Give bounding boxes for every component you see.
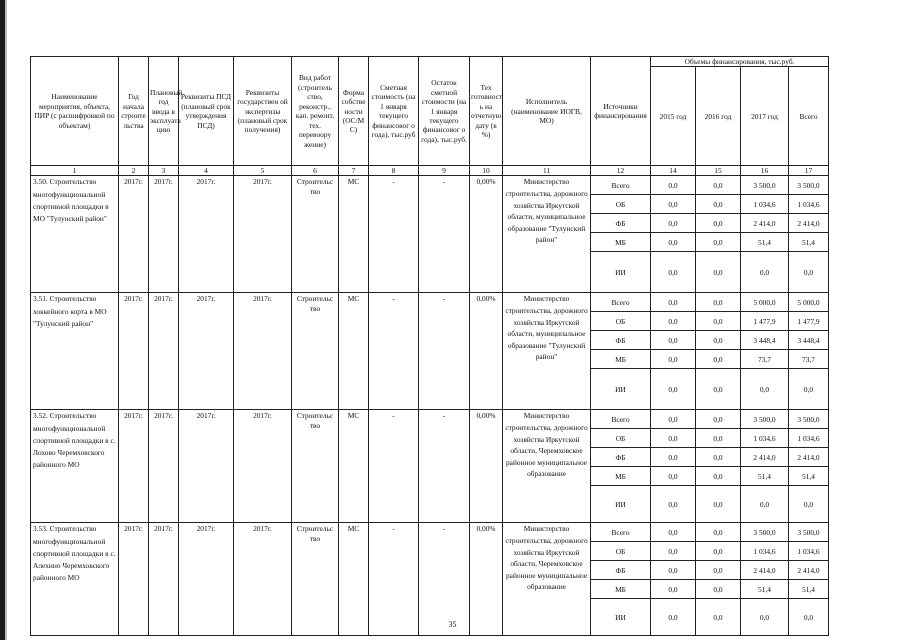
executor: Министерство строительства, дорожного хозяйства Иркутской области, муниципальное образование "Тулунский район" (503, 176, 591, 293)
estimated-cost: - (369, 523, 419, 636)
commission-year: 2017г. (149, 410, 179, 523)
value-2015: 0,0 (651, 331, 696, 350)
value-total: 0,0 (789, 599, 829, 636)
value-2015: 0,0 (651, 580, 696, 599)
readiness: 0,00% (470, 410, 503, 523)
funding-source: ОБ (591, 542, 651, 561)
value-2017: 1 034,6 (741, 429, 789, 448)
executor: Министерство строительства, дорожного хозяйства Иркутской области, Черемховское районное муниципальное образование (503, 523, 591, 636)
page-number: 35 (448, 620, 457, 629)
value-total: 2 414,0 (789, 214, 829, 233)
header-psd: Реквизиты ПСД (плановый срок утверждения ПСД) (179, 57, 234, 166)
value-2015: 0,0 (651, 410, 696, 429)
column-numbers-row (31, 166, 829, 176)
value-2015: 0,0 (651, 293, 696, 312)
readiness: 0,00% (470, 523, 503, 636)
funding-source: ОБ (591, 312, 651, 331)
funding-source: ФБ (591, 561, 651, 580)
funding-source: ОБ (591, 429, 651, 448)
estimated-cost: - (369, 293, 419, 410)
value-total: 73,7 (789, 350, 829, 369)
value-2016: 0,0 (696, 214, 741, 233)
value-2017: 51,4 (741, 233, 789, 252)
value-2016: 0,0 (696, 176, 741, 195)
header-executor: Исполнитель (наименование ИОГВ, МО) (503, 57, 591, 166)
value-total: 3 500,0 (789, 176, 829, 195)
col-number: 8 (369, 166, 419, 176)
value-2015: 0,0 (651, 448, 696, 467)
value-2016: 0,0 (696, 486, 741, 523)
value-2017: 3 500,0 (741, 176, 789, 195)
table-row (31, 410, 829, 429)
value-total: 1 034,6 (789, 429, 829, 448)
header-funding-source: Источники финансирования (591, 57, 651, 166)
value-2017: 3 500,0 (741, 523, 789, 542)
value-total: 1 034,6 (789, 542, 829, 561)
commission-year: 2017г. (149, 293, 179, 410)
value-2017: 73,7 (741, 350, 789, 369)
value-2017: 51,4 (741, 467, 789, 486)
value-2016: 0,0 (696, 252, 741, 293)
col-number: 3 (149, 166, 179, 176)
col-number: 7 (339, 166, 369, 176)
expertise-date: 2017г. (234, 293, 292, 410)
value-2016: 0,0 (696, 542, 741, 561)
col-number: 11 (503, 166, 591, 176)
value-total: 1 034,6 (789, 195, 829, 214)
value-2016: 0,0 (696, 561, 741, 580)
value-total: 0,0 (789, 369, 829, 410)
value-2017: 0,0 (741, 486, 789, 523)
value-total: 3 500,0 (789, 523, 829, 542)
value-2016: 0,0 (696, 312, 741, 331)
start-year: 2017г. (119, 293, 149, 410)
col-number: 14 (651, 166, 696, 176)
work-type: Строительс тво (292, 410, 339, 523)
value-total: 3 448,4 (789, 331, 829, 350)
funding-source: ИИ (591, 252, 651, 293)
item-3-50 (31, 176, 829, 293)
object-name: 3.53. Строительство многофункциональной спортивной площадки в с. Алехино Черемховского районного МО (31, 523, 119, 636)
value-total: 51,4 (789, 467, 829, 486)
value-total: 2 414,0 (789, 448, 829, 467)
header-expertise: Реквизиты государствен ой экспертизы (плановый срок получения) (234, 57, 292, 166)
item-3-52 (31, 410, 829, 523)
remaining-cost: - (419, 523, 470, 636)
item-3-51 (31, 293, 829, 410)
value-2017: 1 034,6 (741, 195, 789, 214)
start-year: 2017г. (119, 176, 149, 293)
col-number: 17 (789, 166, 829, 176)
value-2016: 0,0 (696, 293, 741, 312)
work-type: Строительс тво (292, 176, 339, 293)
header-year-2017: 2017 год (741, 67, 789, 166)
value-2017: 1 034,6 (741, 542, 789, 561)
work-type: Строительс тво (292, 293, 339, 410)
ownership: МС (339, 410, 369, 523)
header-remaining-cost: Остаток сметной стоимости (на 1 января текущего финансовог о года), тыс.руб. (419, 57, 470, 166)
commission-year: 2017г. (149, 523, 179, 636)
value-2016: 0,0 (696, 410, 741, 429)
readiness: 0,00% (470, 293, 503, 410)
value-2017: 5 000,0 (741, 293, 789, 312)
expertise-date: 2017г. (234, 523, 292, 636)
ownership: МС (339, 293, 369, 410)
value-total: 5 000,0 (789, 293, 829, 312)
remaining-cost: - (419, 293, 470, 410)
table-row (31, 293, 829, 312)
header-year-2015: 2015 год (651, 67, 696, 166)
funding-source: ИИ (591, 369, 651, 410)
expertise-date: 2017г. (234, 176, 292, 293)
value-2015: 0,0 (651, 252, 696, 293)
col-number: 9 (419, 166, 470, 176)
header-work-type: Вид работ (строитель ство, реконстр., кап. ремонт, тех. перевоору жение) (292, 57, 339, 166)
value-2015: 0,0 (651, 429, 696, 448)
executor: Министерство строительства, дорожного хозяйства Иркутской области, Черемховское районное муниципальное образование (503, 410, 591, 523)
object-name: 3.52. Строительство многофункциональной спортивной площадки в с. Лохово Черемховского районного МО (31, 410, 119, 523)
value-2015: 0,0 (651, 195, 696, 214)
psd-date: 2017г. (179, 410, 234, 523)
funding-source: ФБ (591, 214, 651, 233)
value-2016: 0,0 (696, 448, 741, 467)
value-2015: 0,0 (651, 350, 696, 369)
remaining-cost: - (419, 176, 470, 293)
financing-table (30, 56, 829, 636)
start-year: 2017г. (119, 523, 149, 636)
value-2016: 0,0 (696, 233, 741, 252)
value-total: 0,0 (789, 252, 829, 293)
header-total: Всего (789, 67, 829, 166)
value-2016: 0,0 (696, 580, 741, 599)
value-2015: 0,0 (651, 312, 696, 331)
value-2017: 0,0 (741, 252, 789, 293)
funding-source: ФБ (591, 448, 651, 467)
readiness: 0,00% (470, 176, 503, 293)
value-2017: 3 500,0 (741, 410, 789, 429)
funding-source: МБ (591, 350, 651, 369)
col-number: 1 (31, 166, 119, 176)
value-2017: 3 448,4 (741, 331, 789, 350)
value-2015: 0,0 (651, 542, 696, 561)
funding-source: ИИ (591, 599, 651, 636)
object-name: 3.50. Строительство многофункциональной спортивной площадки в МО "Тулунский район" (31, 176, 119, 293)
psd-date: 2017г. (179, 176, 234, 293)
value-2015: 0,0 (651, 176, 696, 195)
value-2015: 0,0 (651, 369, 696, 410)
value-2016: 0,0 (696, 523, 741, 542)
expertise-date: 2017г. (234, 410, 292, 523)
value-2017: 2 414,0 (741, 448, 789, 467)
psd-date: 2017г. (179, 523, 234, 636)
header-funding-volumes: Объемы финансирования, тыс.руб. (651, 57, 829, 67)
funding-source: Всего (591, 293, 651, 312)
funding-source: ФБ (591, 331, 651, 350)
remaining-cost: - (419, 410, 470, 523)
value-total: 1 477,9 (789, 312, 829, 331)
value-2017: 51,4 (741, 580, 789, 599)
funding-source: ОБ (591, 195, 651, 214)
header-readiness: Тех готовност ь на отчетную дату (в %) (470, 57, 503, 166)
value-total: 51,4 (789, 580, 829, 599)
estimated-cost: - (369, 176, 419, 293)
start-year: 2017г. (119, 410, 149, 523)
value-total: 51,4 (789, 233, 829, 252)
value-total: 3 500,0 (789, 410, 829, 429)
value-2016: 0,0 (696, 467, 741, 486)
value-2017: 2 414,0 (741, 214, 789, 233)
header-group-row (31, 57, 829, 67)
col-number: 16 (741, 166, 789, 176)
value-2015: 0,0 (651, 233, 696, 252)
value-2017: 0,0 (741, 369, 789, 410)
funding-source: МБ (591, 233, 651, 252)
commission-year: 2017г. (149, 176, 179, 293)
funding-source: Всего (591, 410, 651, 429)
funding-source: Всего (591, 523, 651, 542)
value-2015: 0,0 (651, 599, 696, 636)
value-total: 0,0 (789, 486, 829, 523)
funding-source: ИИ (591, 486, 651, 523)
value-2016: 0,0 (696, 429, 741, 448)
funding-source: Всего (591, 176, 651, 195)
header-name: Наименование мероприятия, объекта, ПИР (с расшифровкой по объектам) (31, 57, 119, 166)
object-name: 3.51. Строительство хоккейного корта в МО "Тулунский район" (31, 293, 119, 410)
col-number: 4 (179, 166, 234, 176)
value-2017: 1 477,9 (741, 312, 789, 331)
value-2016: 0,0 (696, 369, 741, 410)
header-year-2016: 2016 год (696, 67, 741, 166)
work-type: Строительс тво (292, 523, 339, 636)
value-2017: 2 414,0 (741, 561, 789, 580)
value-2016: 0,0 (696, 599, 741, 636)
header-estimated-cost: Сметная стоимость (на 1 января текущего финансовог о года), тыс.руб (369, 57, 419, 166)
table-row (31, 176, 829, 195)
value-2015: 0,0 (651, 214, 696, 233)
value-2016: 0,0 (696, 350, 741, 369)
col-number: 2 (119, 166, 149, 176)
header-start-year: Год начала строите льства (119, 57, 149, 166)
executor: Министерство строительства, дорожного хозяйства Иркутской области, муниципальное образование "Тулунский район" (503, 293, 591, 410)
col-number: 5 (234, 166, 292, 176)
scan-binding-shadow (5, 0, 7, 640)
funding-source: МБ (591, 467, 651, 486)
value-2015: 0,0 (651, 561, 696, 580)
psd-date: 2017г. (179, 293, 234, 410)
value-2016: 0,0 (696, 195, 741, 214)
value-2015: 0,0 (651, 486, 696, 523)
col-number: 15 (696, 166, 741, 176)
funding-source: МБ (591, 580, 651, 599)
col-number: 6 (292, 166, 339, 176)
table-row (31, 523, 829, 542)
header-ownership: Форма собстве ности (ОС/М С) (339, 57, 369, 166)
ownership: МС (339, 523, 369, 636)
col-number: 12 (591, 166, 651, 176)
ownership: МС (339, 176, 369, 293)
header-commission-year: Плановый год ввода в эксплуата цию (149, 57, 179, 166)
col-number: 10 (470, 166, 503, 176)
value-total: 2 414,0 (789, 561, 829, 580)
value-2017: 0,0 (741, 599, 789, 636)
value-2015: 0,0 (651, 523, 696, 542)
value-2016: 0,0 (696, 331, 741, 350)
estimated-cost: - (369, 410, 419, 523)
value-2015: 0,0 (651, 467, 696, 486)
